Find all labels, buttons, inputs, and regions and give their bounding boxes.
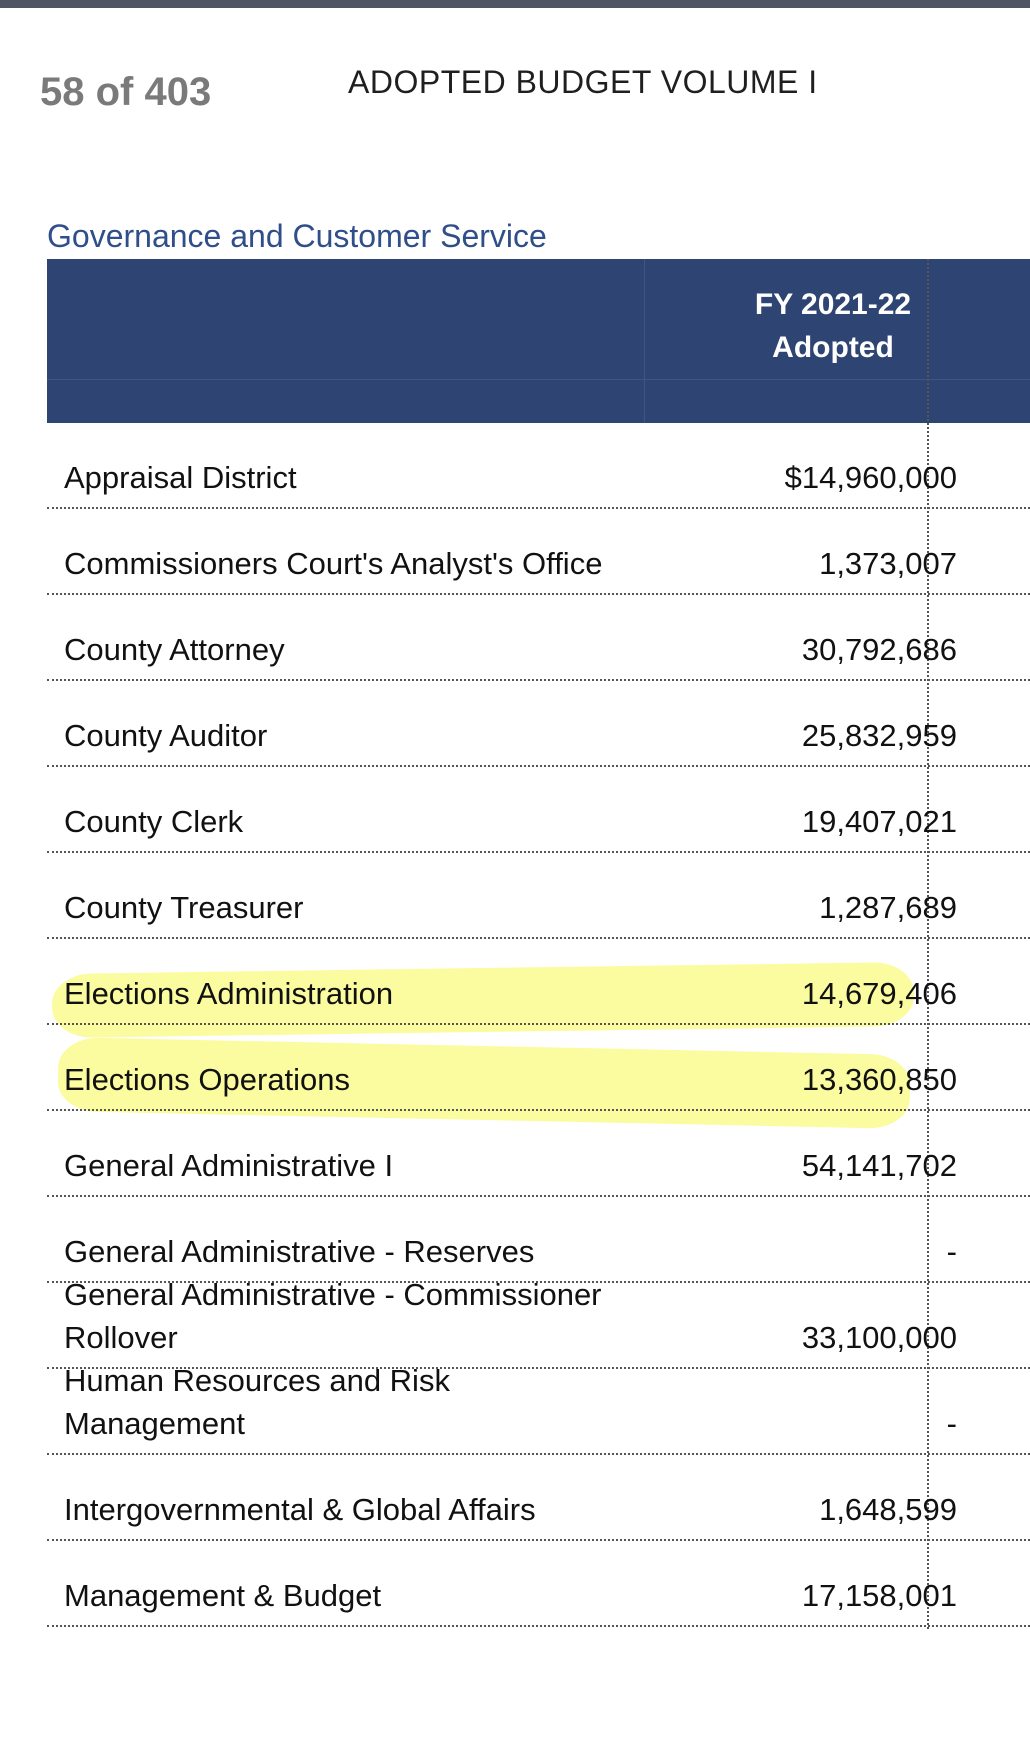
row-value: 14,679,406 [801,976,957,1011]
table-row-highlighted [47,939,1030,1025]
table-row [47,423,1030,509]
row-label: General Administrative I [64,1148,394,1183]
column-header-fy-adopted [644,283,1022,369]
row-value: - [946,1234,957,1269]
table-row [47,681,1030,767]
row-label: Appraisal District [64,460,297,495]
table-row [47,1455,1030,1541]
top-bar [0,0,1030,8]
row-value: 1,287,689 [819,890,957,925]
table-row [47,1363,1030,1455]
row-value: 1,648,599 [819,1492,957,1527]
table-row-highlighted [47,1025,1030,1111]
header-row-divider [47,379,1030,380]
row-label: Commissioners Court's Analyst's Office [64,546,603,581]
page-counter: 58 of 403 [40,70,212,114]
table-header [47,259,1030,423]
column-header-line2: Adopted [772,331,894,364]
row-value: 19,407,021 [801,804,957,839]
row-label: County Clerk [64,804,244,839]
table-row [47,767,1030,853]
table-row [47,853,1030,939]
row-label: Elections Operations [64,1062,351,1097]
budget-table-body [47,423,1030,1627]
row-label: Elections Administration [64,976,394,1011]
row-value: $14,960,000 [784,460,957,495]
row-value: 54,141,702 [801,1148,957,1183]
table-row [47,1111,1030,1197]
row-label: General Administrative - Reserves [64,1234,535,1269]
row-value: 25,832,959 [801,718,957,753]
row-label: County Treasurer [64,890,304,925]
row-value: 33,100,000 [801,1320,957,1355]
section-heading: Governance and Customer Service [47,218,547,254]
row-value: - [946,1406,957,1441]
row-label: Human Resources and Risk Management [64,1363,450,1441]
row-label: General Administrative - Commissioner Rollover [64,1277,602,1355]
table-row [47,509,1030,595]
row-label: County Auditor [64,718,268,753]
table-row [47,595,1030,681]
table-row [47,1541,1030,1627]
document-title: ADOPTED BUDGET VOLUME I [348,64,818,100]
row-value: 17,158,001 [801,1578,957,1613]
row-value: 13,360,850 [801,1062,957,1097]
row-value: 1,373,007 [819,546,957,581]
table-row [47,1277,1030,1369]
row-value: 30,792,686 [801,632,957,667]
table-row [47,1197,1030,1283]
row-label: County Attorney [64,632,285,667]
row-label: Intergovernmental & Global Affairs [64,1492,536,1527]
column-header-line1: FY 2021-22 [754,288,912,321]
row-label: Management & Budget [64,1578,382,1613]
